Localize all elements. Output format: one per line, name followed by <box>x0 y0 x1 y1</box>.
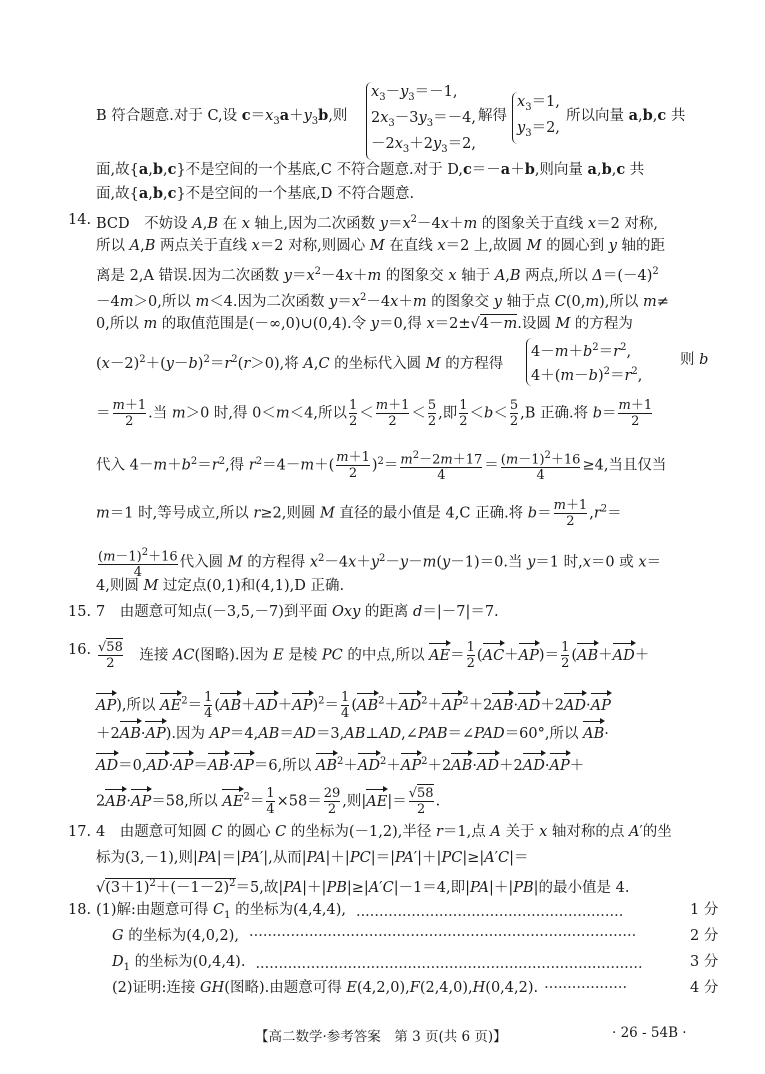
page-footer-title: 【高二数学·参考答案 第 3 页(共 6 页)】 <box>255 1029 507 1045</box>
text-line: m＝1 时,等号成立,所以 r≥2,则圆 M 直径的最小值是 4,C 正确.将 b＝ $\frac{m+1}{2}$ $,r^2=$ <box>96 498 622 529</box>
text-line: BCD 不妨设 A,B 在 x 轴上,因为二次函数 $y=x^2-4x+m$ 的图象关于直线 x＝2 对称, <box>96 214 659 232</box>
text-line: 0,所以 m 的取值范围是(－∞,0)∪(0,4).令 y＝0,得 x＝2±√4－m.设圆 M 的方程为 <box>96 316 633 332</box>
score-label: 2 分 <box>690 928 719 944</box>
text-line: 标为(3,－1),则|PA|＝|PA′|,从而|PA|＋|PC|＝|PA′|＋|PC|≥|A′C|＝ <box>96 850 529 866</box>
text-line: $\frac{√58}{2}$ 连接 AC(图略).因为 E 是棱 PC 的中点,所以 AE＝ $\frac{1}{2}$ (AC＋AP)＝ $\frac{1}{2}$ (AB＋AD＋ <box>98 640 650 671</box>
question-number: 18. <box>68 902 92 918</box>
question-number: 16. <box>68 642 92 658</box>
text-line: 面,故{a,b,c}不是空间的一个基底,D 不符合题意. <box>96 185 415 202</box>
text-line: (1)解:由题意可得 $C_1$ 的坐标为(4,4,4), ·························································· <box>96 902 624 924</box>
equation-system: $x_3-y_3=-1$, $2x_3-3y_3=-4$, $-2x_3+2y_3=2$, <box>366 82 476 160</box>
score-label: 4 分 <box>690 980 719 996</box>
score-label: 3 分 <box>690 954 719 970</box>
text-line: 2AB·AP＝58,所以 $AE^2=$ $\frac{1}{4}$ ×58＝ $\frac{29}{2}$ ,则|AE|＝ $\frac{√58}{2}$ . <box>96 786 441 817</box>
text-line: ＝ $\frac{m+1}{2}$ .当 m＞0 时,得 0＜m＜4,所以 $\frac{1}{2}$ ＜ $\frac{m+1}{2}$ ＜ $\frac{5}{2}$ ,即 $\frac{1}{2}$ ＜b＜ $\frac{5}{2}$ ,B 正确.将 b＝ $\frac{m+1}{2}$ <box>96 398 653 429</box>
text-line: G 的坐标为(4,0,2), ···················································································· <box>112 928 637 944</box>
text-line: (2)证明:连接 GH(图略).由题意可得 E(4,2,0),F(2,4,0),H(0,4,2). ·················· <box>112 980 628 996</box>
question-number: 14. <box>68 212 92 228</box>
question-number: 17. <box>68 824 92 840</box>
page-footer-code: · 26 - 54B · <box>612 1025 687 1041</box>
text-line: $\frac{(m-1)^2+16}{4}$ 代入圆 M 的方程得 $x^2-4x+y^2-y-m(y-1)=0$.当 y＝1 时,x＝0 或 x＝ <box>98 547 662 581</box>
question-number: 15. <box>68 604 92 620</box>
text-line: ＋2AB·AP).因为 AP＝4,AB＝AD＝3,AB⊥AD,∠PAB＝∠PAD＝60°,所以 AB· <box>96 726 609 742</box>
text-line: $(x-2)^2+(y-b)^2=r^2(r>0)$,将 A,C 的坐标代入圆 M 的方程得 <box>96 354 504 372</box>
text-line: AD＝0,AD·AP＝AB·AP＝6,所以 $AB^2+AD^2+AP^2+2AB\cdot AD+2AD\cdot AP+$ <box>96 756 585 774</box>
solution-system: $x_3=1$, $y_3=2$, <box>512 92 560 144</box>
text-line: 4,则圆 M 过定点(0,1)和(4,1),D 正确. <box>96 578 345 594</box>
text-line: 离是 2,A 错误.因为二次函数 $y=x^2-4x+m$ 的图象交 x 轴于 A,B 两点,所以 $\Delta=(-4)^2$ <box>96 266 659 284</box>
text-line: 面,故{a,b,c}不是空间的一个基底,C 不符合题意.对于 D,c＝－a＋b,则向量 a,b,c 共 <box>96 161 645 178</box>
score-label: 1 分 <box>690 902 719 918</box>
prev-answer-system: B 符合题意.对于 C,设 $c=x_3a+y_3b$,则 $x_3-y_3=-1$, $2x_3-3y_3=-4$, $-2x_3+2y_3=2$, 解得 $x_3=1$, $y_3=2$, 所以向量 a,b,c 共 <box>96 82 736 152</box>
equation-system: $4-m+b^2=r^2$, $4+(m-b)^2=r^2$, <box>526 338 642 386</box>
text-line: 所以 A,B 两点关于直线 x＝2 对称,则圆心 M 在直线 x＝2 上,故圆 M 的圆心到 y 轴的距 <box>96 238 666 254</box>
text-line: 7 由题意可知点(－3,5,－7)到平面 Oxy 的距离 d＝|－7|＝7. <box>96 604 499 620</box>
text-line: －4m＞0,所以 m＜4.因为二次函数 $y=x^2-4x+m$ 的图象交 y 轴于点 C(0,m),所以 m≠ <box>96 292 669 310</box>
text-line: $D_1$ 的坐标为(0,4,4). ···················································································· <box>112 954 643 976</box>
text-line: 4 由题意可知圆 C 的圆心 C 的坐标为(－1,2),半径 r＝1,点 A 关于 x 轴对称的点 A′的坐 <box>96 824 672 840</box>
text-line: AP),所以 $AE^2=$ $\frac{1}{4}$ $(AB+AD+AP)^2=$ $\frac{1}{4}$ ($AB^2+AD^2+AP^2+2AB\cdot AD+2AD\cdot AP$ <box>96 690 611 721</box>
text-line: 代入 $4-m+b^2=r^2$,得 $r^2=4-m+$( $\frac{m+1}{2}$ )$^2$＝ $\frac{m^2-2m+17}{4}$ ＝ $\frac{(m-1)^2+16}{4}$ ≥4,当且仅当 <box>96 450 667 484</box>
text-line: B 符合题意.对于 C,设 $c=x_3a+y_3b$,则 <box>96 107 348 127</box>
text-line: $√(3+1)^2+(-1-2)^2=5$,故|PA|＋|PB|≥|A′C|－1＝4,即|PA|＋|PB|的最小值是 4. <box>96 878 630 896</box>
